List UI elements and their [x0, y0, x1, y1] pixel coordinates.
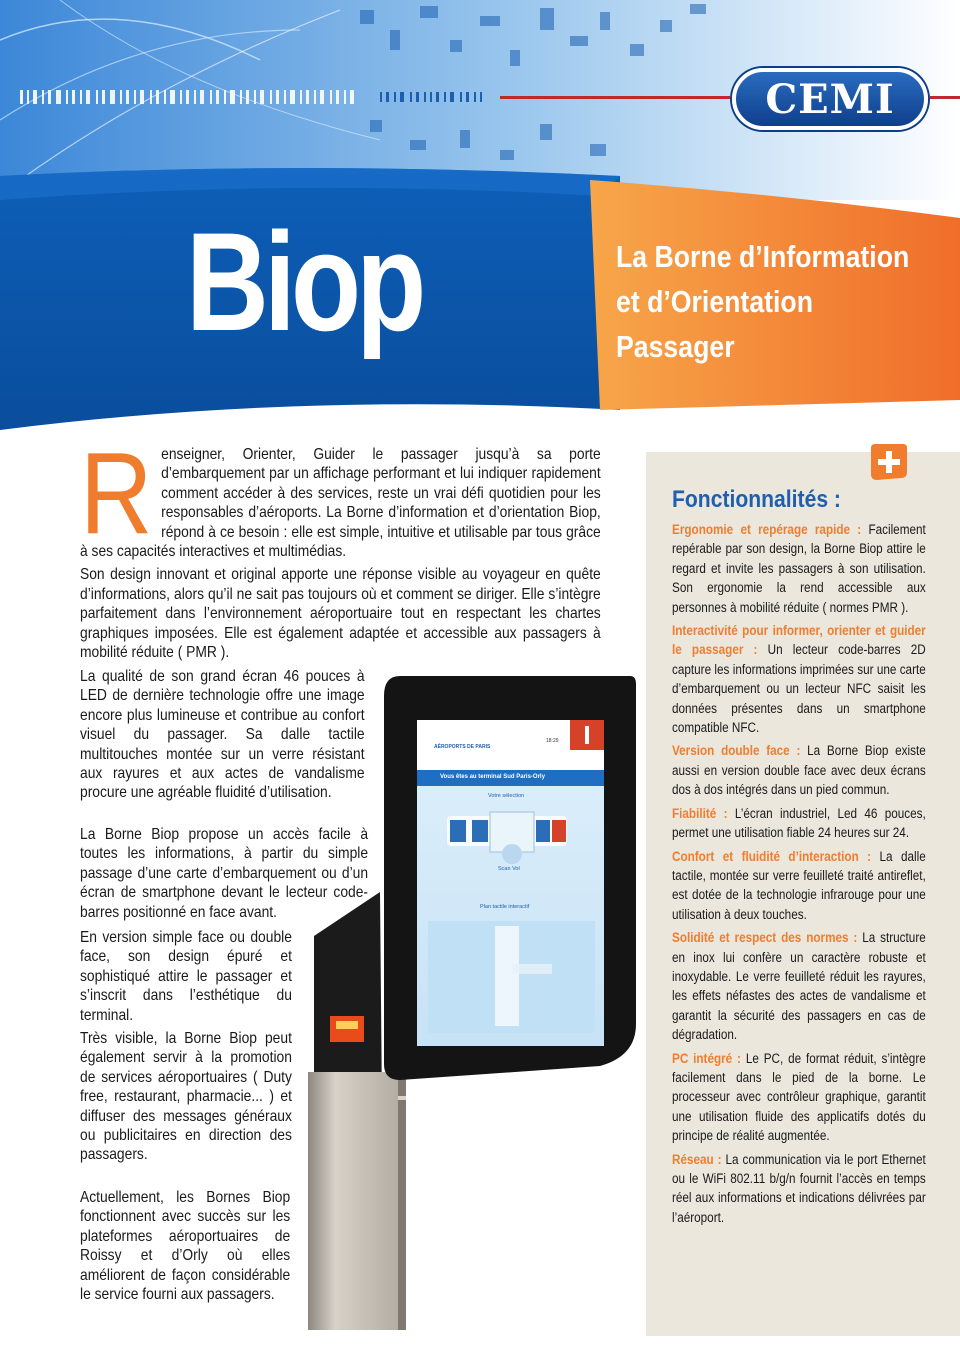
product-subtitle — [616, 234, 910, 369]
feature-item — [672, 1049, 926, 1146]
kiosk-illustration — [300, 676, 640, 1336]
screen-map-label: Plan tactile interactif — [480, 904, 530, 910]
feature-text: Facilement repérable par son design, la Borne Biop attire le regard et invite les passagers à son utilisation. Son ergonomie la rend accessible aux personnes à mobilité réduite ( normes PMR ). — [672, 522, 926, 615]
header-banner — [0, 0, 960, 432]
feature-text: L’écran industriel, Led 46 pouces, permet une utilisation fiable 24 heures sur 24. — [672, 805, 926, 841]
intro-paragraph — [80, 428, 601, 561]
feature-item — [672, 741, 926, 799]
feature-term: Réseau : — [672, 1151, 722, 1167]
access-paragraph: La Borne Biop propose un accès facile à toutes les informations, à partir du simple passage d’une carte d’embarquement ou d’un écran de smartphone devant le lecteur code- barres positionné en face avant. — [80, 826, 369, 921]
single-face-paragraph: En version simple face ou double face, son design épuré et sophistiqué attire le passager et s’inscrit dans l’esthétique du terminal. — [80, 929, 292, 1024]
feature-item — [672, 847, 926, 925]
screen-banner: Vous êtes au terminal Sud Paris-Orly — [440, 774, 545, 780]
cemi-logo — [732, 68, 928, 130]
feature-term: Fiabilité : — [672, 805, 728, 821]
feature-item — [672, 804, 926, 843]
screen-brand: AÉROPORTS DE PARIS — [434, 744, 491, 750]
feature-item — [672, 520, 926, 617]
feature-item — [672, 621, 926, 737]
feature-term: Ergonomie et repérage rapide : — [672, 522, 862, 537]
intro-text: enseigner, Orienter, Guider le passager jusqu’à sa porte d’embarquement par un affichage performant et lui indiquer rapidement comment accéder à des services, reste un vrai défi quotidien pour les responsables d’aéroports. La Borne d’information et d’orientation Biop, répond à ce besoin : elle est simple, intuitive et utilisable par tous grâce à ses capacités interactives et multimédias. — [80, 446, 601, 561]
screen-time: 18:29 — [546, 738, 559, 744]
subtitle-line: La Borne d’Information — [616, 239, 910, 274]
screen-selection: Votre sélection — [488, 793, 525, 799]
feature-term: Interactivité pour informer, orienter et guider le passager : — [672, 623, 926, 658]
subtitle-line: et d’Orientation — [616, 284, 814, 319]
feature-term: Version double face : — [672, 743, 801, 759]
drop-cap: R — [80, 428, 153, 558]
feature-item — [672, 928, 926, 1044]
feature-term: PC intégré : — [672, 1050, 741, 1066]
features-title: Fonctionnalités : — [672, 486, 841, 513]
feature-item — [672, 1150, 926, 1228]
product-title: Biop — [186, 203, 422, 360]
screen-paragraph: La qualité de son grand écran 46 pouces à LED de dernière technologie offre une image encore plus lumineuse et contribue au confort visuel du passager. Sa dalle tactile multitouches montée sur un verre résistant aux rayures et aux actes de vandalisme procure une agréable fluidité d’utilisation. — [80, 668, 365, 802]
deployment-paragraph: Actuellement, les Bornes Biop fonctionnent avec succès sur les plateformes aéroportuaires de Roissy et d’Orly où elles améliorent de façon considérable le service fourni aux passagers. — [80, 1189, 291, 1304]
feature-term: Confort et fluidité d’interaction : — [672, 848, 872, 864]
feature-text: La dalle tactile, montée sur verre feuilleté traité antireflet, est dotée de la technologie infrarouge pour une utilisation à deux touches. — [672, 848, 926, 922]
feature-text: La structure en inox lui confère un caractère robuste et inoxydable. Le verre feuilleté réduit les rayures, les effets néfastes des actes de vandalisme et garantit la sécurité des passagers en cas de dégradation. — [672, 930, 926, 1043]
design-paragraph: Son design innovant et original apporte une réponse visible au voyageur en quête d’informations, alors qu’il ne sait pas toujours où et comment se diriger. Elle s’intègre parfaitement dans l’environnement aéroportuaire tout en respectant les chartes graphiques imposées. Elle est également adaptée et accessible aux passagers à mobilité réduite ( PMR ). — [80, 566, 601, 662]
feature-text: La Borne Biop existe aussi en version double face avec deux écrans dos à dos intégrés dans un pied commun. — [672, 743, 926, 798]
features-list — [672, 520, 926, 1231]
subtitle-line: Passager — [616, 329, 735, 364]
feature-term: Solidité et respect des normes : — [672, 930, 858, 946]
feature-text: Le PC, de format réduit, s’intègre facilement dans le pied de la borne. Le processeur avec contrôleur graphique, garantit une utilisation fluide des applicatifs dotés du principe de réalité augmentée. — [672, 1050, 926, 1144]
intro-section — [80, 428, 601, 666]
feature-text: Un lecteur code-barres 2D capture les informations imprimées sur une carte d’embarquement ou un lecteur NFC saisit les données présentes dans un smartphone compatible NFC. — [672, 642, 926, 736]
screen-scan: Scan Vol — [498, 866, 520, 872]
feature-text: La communication via le port Ethernet ou le WiFi 802.11 b/g/n fournit l’accès en temps réel aux informations et indications délivrées par l’aéroport. — [672, 1151, 926, 1225]
plus-badge-icon — [869, 442, 909, 482]
visibility-paragraph: Très visible, la Borne Biop peut également servir à la promotion de services aéroportuaires ( Duty free, restaurant, pharmacie... ) et diffuser des messages généraux ou publicitaires en direction des passagers. — [80, 1030, 292, 1164]
logo-text: CEMI — [765, 75, 895, 123]
